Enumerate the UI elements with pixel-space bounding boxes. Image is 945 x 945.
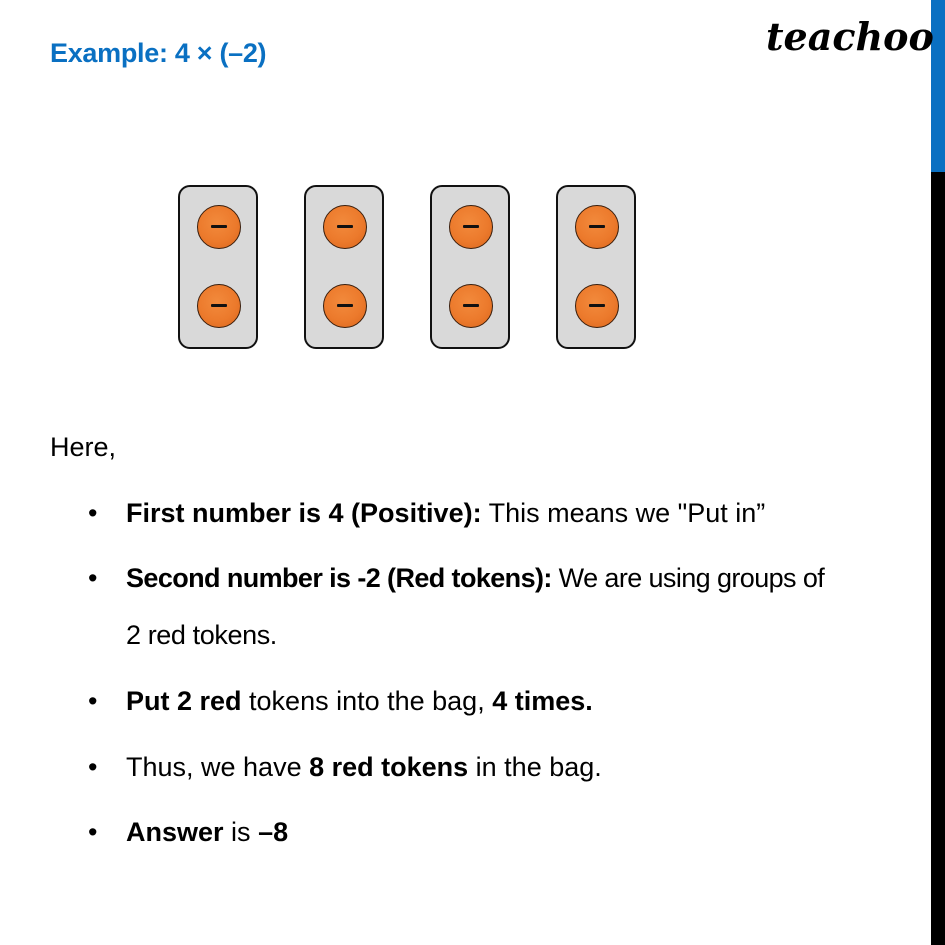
- negative-token-icon: [449, 205, 493, 249]
- bag-4: [556, 185, 636, 349]
- bullet-icon: •: [88, 498, 98, 528]
- bullet-icon: •: [88, 752, 98, 782]
- minus-icon: [589, 225, 605, 228]
- negative-token-icon: [197, 284, 241, 328]
- teachoo-logo: teachoo: [766, 14, 934, 59]
- minus-icon: [589, 304, 605, 307]
- side-bar: [931, 0, 945, 945]
- bullet-icon: •: [88, 817, 98, 847]
- bullet-icon: •: [88, 686, 98, 716]
- minus-icon: [337, 225, 353, 228]
- intro-text: Here,: [50, 432, 117, 462]
- minus-icon: [463, 225, 479, 228]
- minus-icon: [463, 304, 479, 307]
- page-title: Example: 4 × (–2): [50, 38, 267, 68]
- minus-icon: [337, 304, 353, 307]
- bag-1: [178, 185, 258, 349]
- negative-token-icon: [575, 205, 619, 249]
- bag-3: [430, 185, 510, 349]
- minus-icon: [211, 225, 227, 228]
- negative-token-icon: [323, 205, 367, 249]
- negative-token-icon: [197, 205, 241, 249]
- bag-2: [304, 185, 384, 349]
- minus-icon: [211, 304, 227, 307]
- token-bags-diagram: [178, 185, 648, 355]
- negative-token-icon: [575, 284, 619, 328]
- bullet-icon: •: [88, 563, 98, 593]
- negative-token-icon: [323, 284, 367, 328]
- negative-token-icon: [449, 284, 493, 328]
